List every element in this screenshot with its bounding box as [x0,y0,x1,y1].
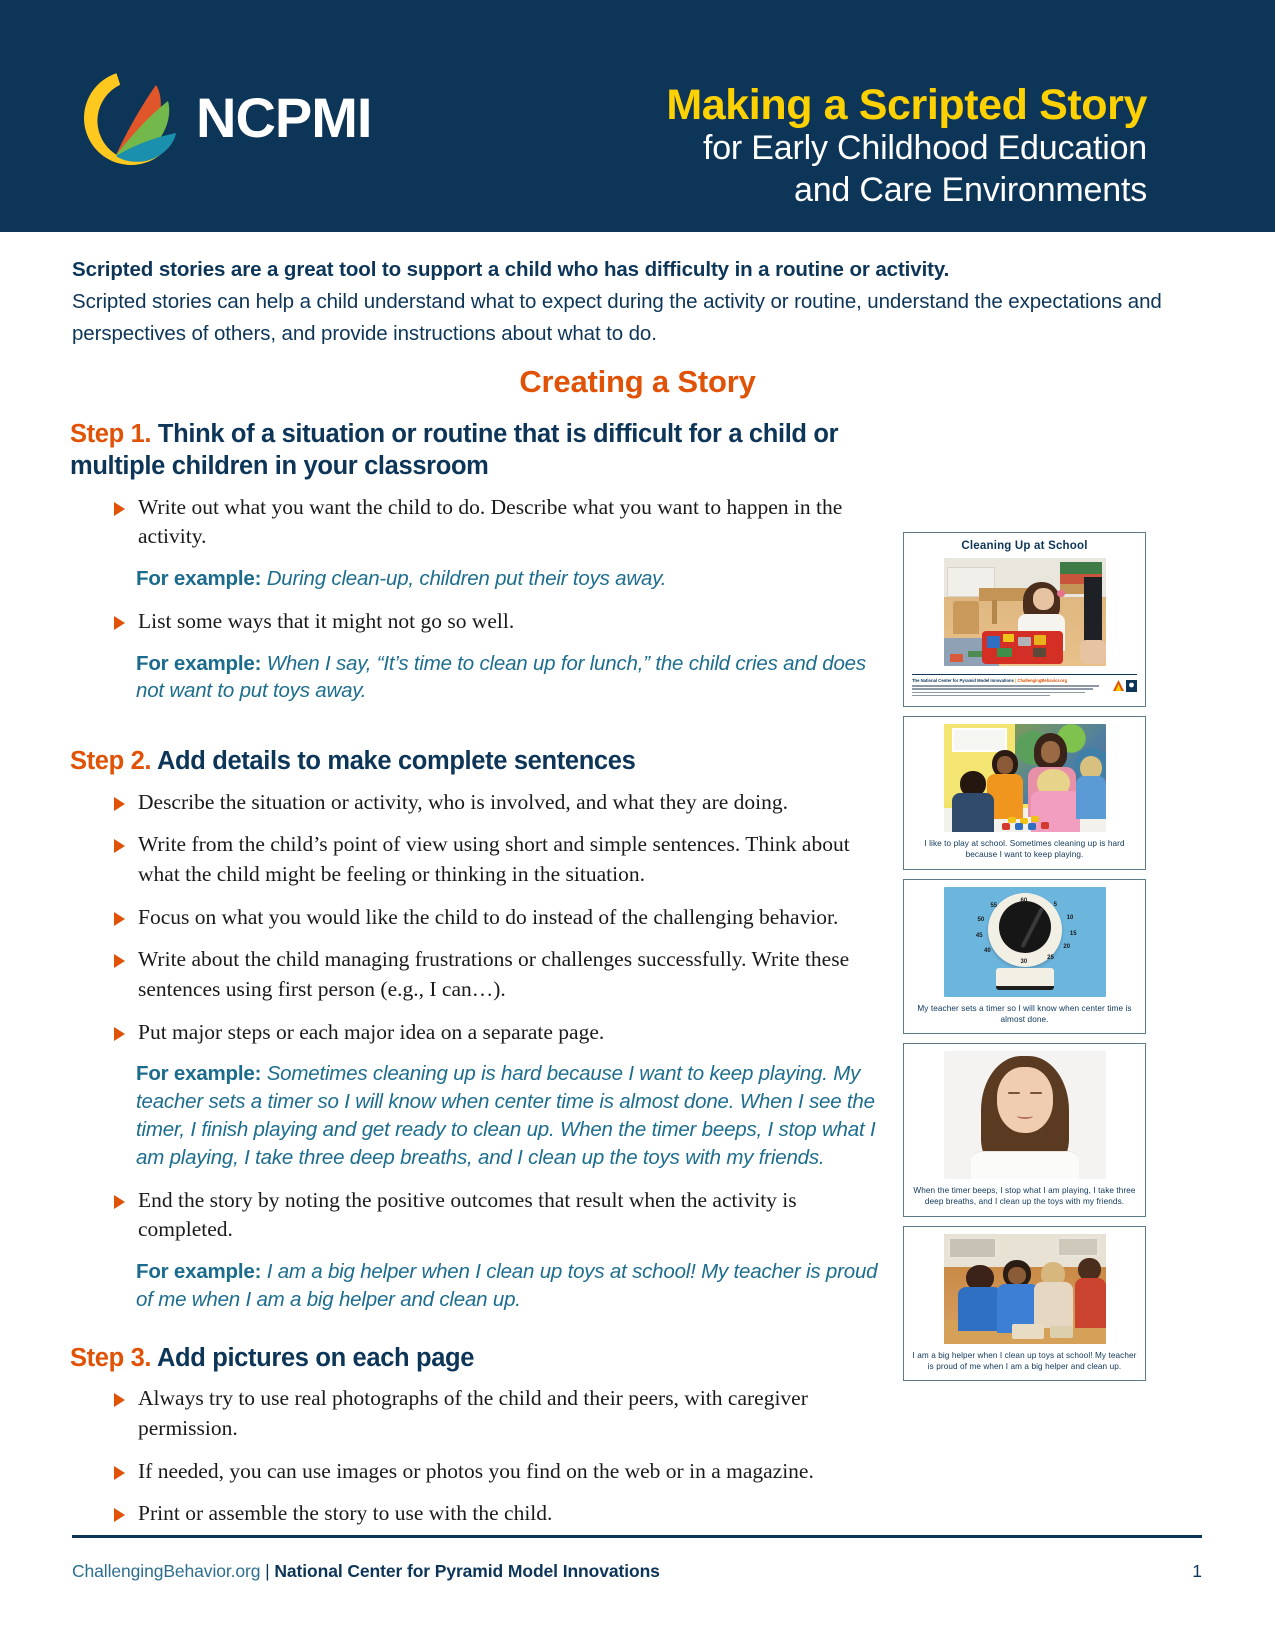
footer-divider [72,1535,1202,1538]
example-label: For example: [136,1062,262,1086]
story-card-photo [944,1051,1106,1179]
step-2-title: Add details to make complete sentences [156,747,636,776]
partner-logo-icon [1126,679,1137,691]
step-1-title: Think of a situation or routine that is difficult for a child or multiple children in your classroom [70,420,839,481]
story-preview-column [903,532,1146,1390]
step-3-heading [70,1342,880,1374]
bullet-item: Write from the child’s point of view using short and simple sentences. Think about what the child might be feeling or thinking in the situation. [70,830,880,889]
step-3-title: Add pictures on each page [156,1343,475,1372]
bullet-item: Focus on what you would like the child to do instead of the challenging behavior. [70,903,880,933]
intro-regular-line: Scripted stories can help a child understand what to expect during the activity or routine, understand the expectations and perspectives of others, and provide instructions about what to do. [72,289,1162,346]
girl-deep-breath-image [944,1051,1106,1179]
step-1-heading [70,418,880,483]
story-card-caption: I am a big helper when I clean up toys at school! My teacher is proud of me when I am a big helper and clean up. [912,1350,1137,1372]
bullet-item: Write about the child managing frustrations or challenges successfully. Write these sentences using first person (e.g., I can…). [70,945,880,1004]
story-card-caption: My teacher sets a timer so I will know when center time is almost done. [917,1003,1132,1024]
step-2-heading [70,745,880,777]
header-title-block [666,82,1147,211]
story-card-photo [944,558,1106,666]
footer-organization: National Center for Pyramid Model Innovations [274,1561,660,1581]
story-card-caption: I like to play at school. Sometimes cleaning up is hard because I want to keep playing. [924,838,1125,860]
story-card [903,716,1146,870]
girl-with-toy-bin-image [944,558,1106,666]
ncpmi-logo [76,62,386,174]
step-2-items [70,788,880,1314]
kitchen-timer-image: 60 5 10 15 20 25 30 40 45 50 55 [944,887,1106,997]
bullet-item: Describe the situation or activity, who is involved, and what they are doing. [70,788,880,818]
step-2-number: Step 2. [70,747,152,776]
page-footer [72,1561,1202,1582]
example-block [70,565,880,593]
footer-org-site: ChallengingBehavior.org [1017,678,1067,683]
example-label: For example: [136,651,262,675]
example-text: I am a big helper when I clean up toys at school! My teacher is proud of me when I am a big helper and clean up. [136,1260,878,1311]
step-1-items [70,493,880,706]
page-title: Making a Scripted Story [666,81,1147,129]
story-card-photo [944,1234,1106,1344]
story-card [903,1226,1146,1382]
footer-credit [72,1561,660,1582]
example-block [70,1060,880,1172]
example-text: When I say, “It’s time to clean up for lunch,” the child cries and does not want to put toys away. [136,651,866,703]
bullet-item: List some ways that it might not go so well. [70,607,880,637]
story-card-title: Cleaning Up at School [961,540,1088,552]
section-heading: Creating a Story [519,364,756,399]
bullet-item: Always try to use real photographs of the child and their peers, with caregiver permission. [70,1384,880,1443]
step-3-number: Step 3. [70,1343,152,1372]
story-card-footer-text [912,678,1109,698]
story-card-caption: When the timer beeps, I stop what I am playing, I take three deep breaths, and I clean up the toys with my friends. [913,1186,1136,1207]
example-block [70,1258,880,1314]
footer-separator: | [265,1561,270,1581]
step-1-number: Step 1. [70,420,152,448]
footer-website-link[interactable]: ChallengingBehavior.org [72,1561,261,1581]
story-card-footer-org [912,678,1109,684]
intro-bold-line: Scripted stories are a great tool to support a child who has difficulty in a routine or activity. [72,258,950,281]
footer-org-name: The National Center for Pyramid Model Innovations [912,678,1014,683]
ncpmi-logo-text: NCPMI [196,86,372,149]
bullet-item: If needed, you can use images or photos you find on the web or in a magazine. [70,1457,880,1487]
footer-org-sep: | [1015,678,1017,683]
story-card [903,532,1146,707]
story-card-footer [912,674,1137,698]
step-3-items [70,1384,880,1529]
bullet-item: End the story by noting the positive outcomes that result when the activity is completed. [70,1186,880,1245]
example-label: For example: [136,567,262,591]
story-card [903,1043,1146,1217]
story-card [903,879,1146,1035]
pyramid-logo-icon [1113,679,1124,691]
example-text: During clean-up, children put their toys away. [266,567,667,591]
story-card-photo [944,724,1106,832]
example-label: For example: [136,1260,262,1284]
story-card-footer-fineprint [912,685,1109,696]
teacher-with-children-image [944,724,1106,832]
page-subtitle-line1: for Early Childhood Education [702,129,1147,168]
example-block [70,650,880,706]
bullet-item: Put major steps or each major idea on a separate page. [70,1018,880,1048]
story-card-footer-logos [1113,678,1137,691]
children-cleaning-image [944,1234,1106,1344]
ncpmi-logo-mark [76,63,186,173]
steps-column [70,418,880,1542]
bullet-item: Print or assemble the story to use with the child. [70,1499,880,1529]
page-header [0,0,1275,232]
example-text: Sometimes cleaning up is hard because I want to keep playing. My teacher sets a timer so I will know when center time is almost done. When I see the timer, I finish playing and get ready to clean up. When the timer beeps, I stop what I am playing, I take three deep breaths, and I clean up the toys with my friends. [136,1062,876,1169]
footer-page-number: 1 [1192,1561,1202,1581]
story-card-photo [944,887,1106,997]
intro-paragraph [72,254,1177,351]
bullet-item: Write out what you want the child to do. Describe what you want to happen in the activity. [70,493,880,552]
page-subtitle-line2: and Care Environments [794,170,1147,209]
